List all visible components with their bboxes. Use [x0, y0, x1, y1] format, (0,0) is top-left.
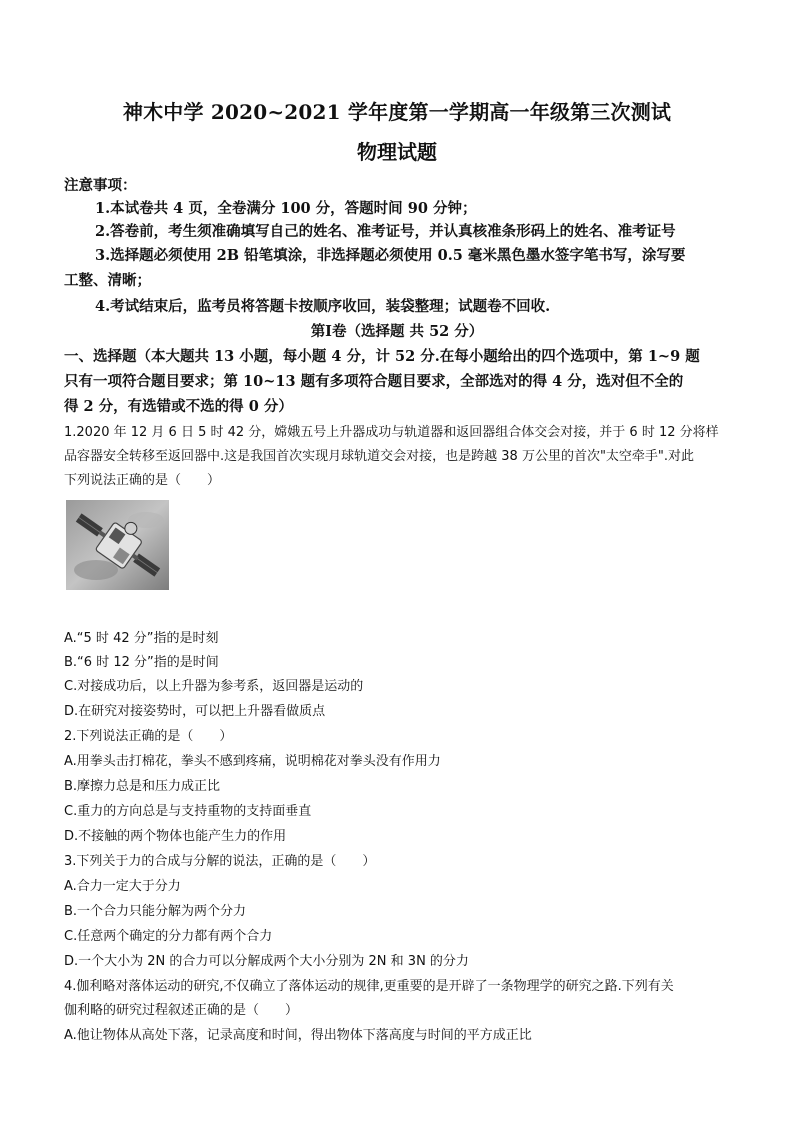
option-c: C.对接成功后，以上升器为参考系，返回器是运动的 — [64, 679, 364, 694]
question-stem: 伽利略的研究过程叙述正确的是（ ） — [64, 1003, 299, 1018]
question-stem: 2.下列说法正确的是（ ） — [64, 729, 233, 744]
option-b: B.摩擦力总是和压力成正比 — [64, 779, 221, 794]
option-a: A.用拳头击打棉花，拳头不感到疼痛，说明棉花对拳头没有作用力 — [64, 754, 441, 769]
question-stem: 下列说法正确的是（ ） — [64, 473, 221, 488]
notice-item: 4.考试结束后，监考员将答题卡按顺序收回，装袋整理；试题卷不回收. — [95, 298, 551, 315]
part-heading: 第Ⅰ卷（选择题 共 52 分） — [310, 323, 484, 340]
notice-heading: 注意事项： — [64, 177, 137, 194]
option-a: A.合力一定大于分力 — [64, 879, 181, 894]
option-c: C.任意两个确定的分力都有两个合力 — [64, 929, 273, 944]
exam-title: 神木中学 2020~2021 学年度第一学期高一年级第三次测试 — [122, 100, 672, 124]
option-b: B.“6 时 12 分”指的是时间 — [64, 655, 219, 670]
question-stem: 3.下列关于力的合成与分解的说法，正确的是（ ） — [64, 854, 376, 869]
exam-subtitle: 物理试题 — [357, 140, 437, 164]
notice-item: 3.选择题必须使用 2B 铅笔填涂，非选择题必须使用 0.5 毫米黑色墨水签字笔书写，涂写要 — [95, 247, 686, 264]
question-stem: 4.伽利略对落体运动的研究,不仅确立了落体运动的规律,更重要的是开辟了一条物理学的研究之路.下列有关 — [64, 979, 674, 994]
option-b: B.一个合力只能分解为两个分力 — [64, 904, 247, 919]
option-d: D.一个大小为 2N 的合力可以分解成两个大小分别为 2N 和 3N 的分力 — [64, 954, 469, 969]
option-a: A.他让物体从高处下落，记录高度和时间，得出物体下落高度与时间的平方成正比 — [64, 1028, 532, 1043]
section-intro: 只有一项符合题目要求；第 10~13 题有多项符合题目要求，全部选对的得 4 分，选对但不全的 — [64, 373, 684, 390]
option-a: A.“5 时 42 分”指的是时刻 — [64, 631, 219, 646]
option-d: D.不接触的两个物体也能产生力的作用 — [64, 829, 287, 844]
notice-item: 1.本试卷共 4 页，全卷满分 100 分，答题时间 90 分钟； — [95, 200, 477, 217]
spacecraft-photo — [66, 500, 169, 590]
question-stem: 品容器安全转移至返回器中.这是我国首次实现月球轨道交会对接，也是跨越 38 万公里的首次"太空牵手".对此 — [64, 449, 695, 464]
question-stem: 1.2020 年 12 月 6 日 5 时 42 分，嫦娥五号上升器成功与轨道器和返回器组合体交会对接，并于 6 时 12 分将样 — [64, 425, 719, 440]
notice-item-continued: 工整、清晰； — [64, 272, 151, 289]
notice-item: 2.答卷前，考生须准确填写自己的姓名、准考证号，并认真核准条形码上的姓名、准考证号 — [95, 223, 676, 240]
option-c: C.重力的方向总是与支持重物的支持面垂直 — [64, 804, 312, 819]
section-intro: 得 2 分，有选错或不选的得 0 分） — [64, 398, 293, 415]
option-d: D.在研究对接姿势时，可以把上升器看做质点 — [64, 704, 326, 719]
section-intro: 一、选择题（本大题共 13 小题，每小题 4 分，计 52 分.在每小题给出的四个选项中，第 1~9 题 — [64, 348, 700, 365]
